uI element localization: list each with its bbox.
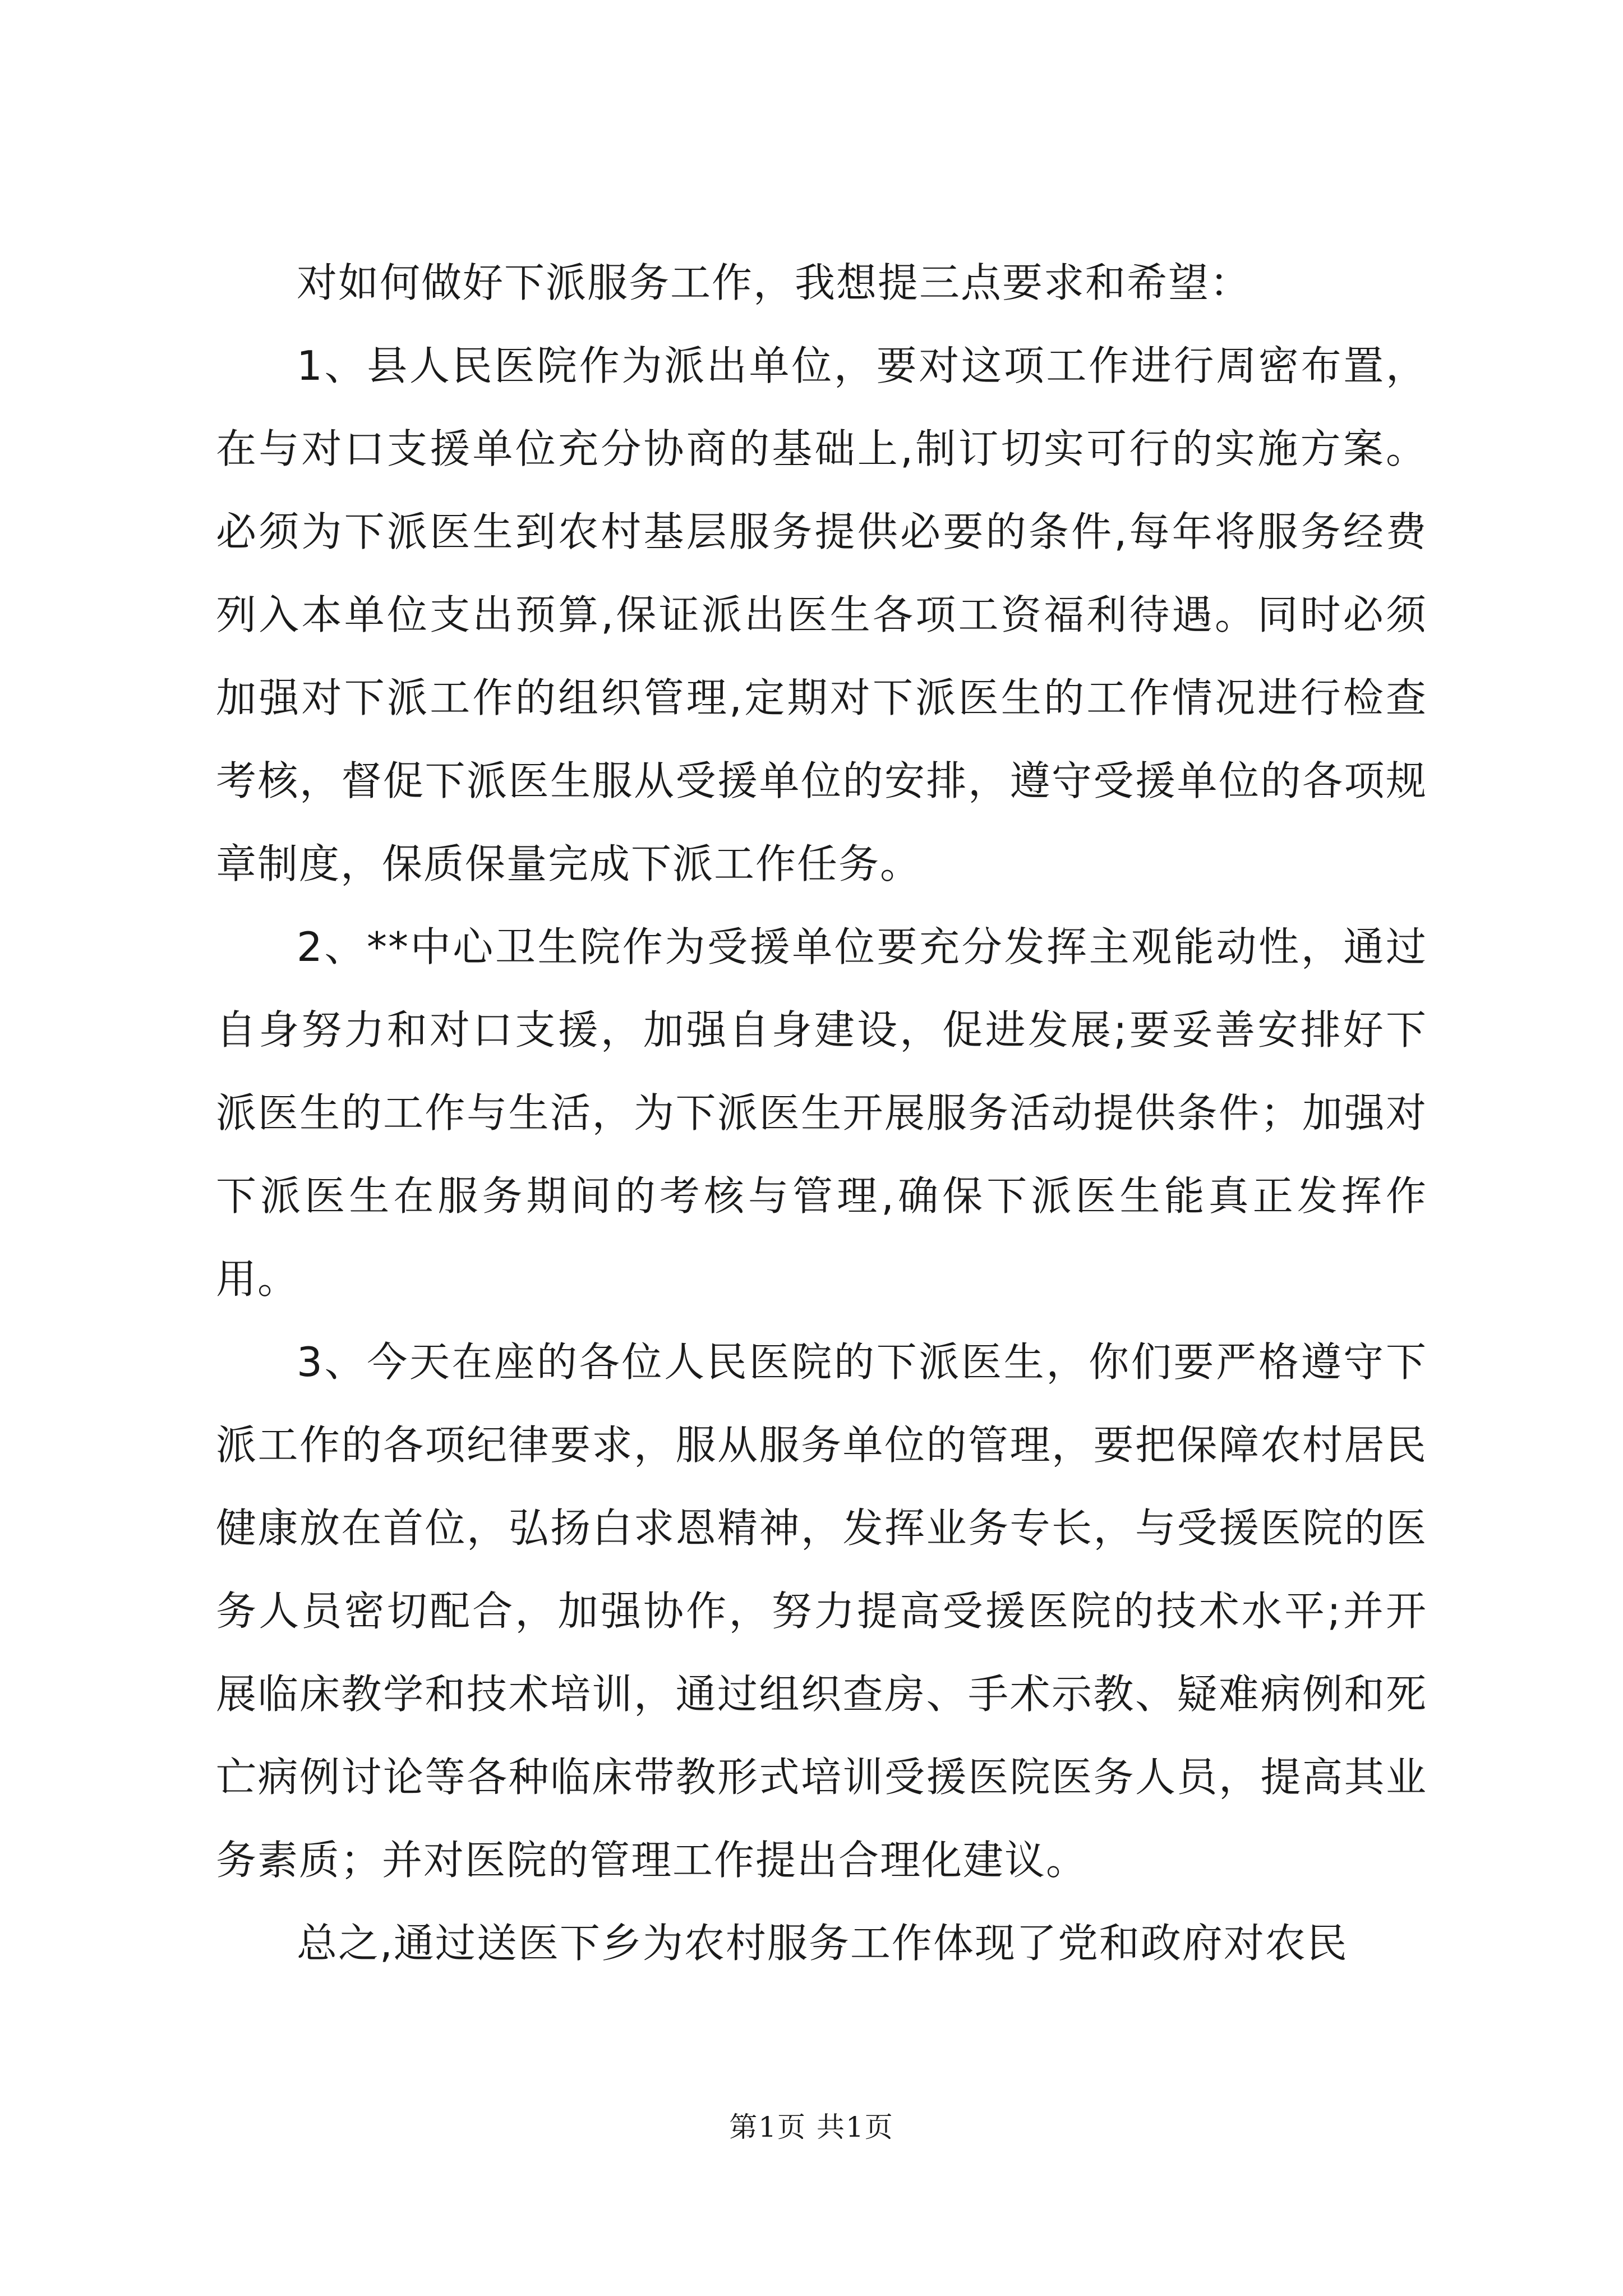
paragraph-conclusion: 总之,通过送医下乡为农村服务工作体现了党和政府对农民	[297, 1920, 1348, 1967]
paragraph-intro: 对如何做好下派服务工作，我想提三点要求和希望：	[297, 259, 1252, 306]
paragraph-item-3: 3、今天在座的各位人民医院的下派医生，你们要严格遵守下派工作的各项纪律要求，服从服务单位的管理，要把保障农村居民健康放在首位，弘扬白求恩精神，发挥业务专长，与受援医院的医务人员密切配合，加强协作，努力提高受援医院的技术水平;并开展临床教学和技术培训，通过组织查房、手术示教、疑难病例和死亡病例讨论等各种临床带教形式培训受援医院医务人员，提高其业务素质；并对医院的管理工作提出合理化建议。	[216, 1338, 1427, 1884]
page-footer	[0, 2105, 1623, 2145]
page-number-label: 第1页 共1页	[729, 2111, 894, 2143]
paragraph-item-1: 1、县人民医院作为派出单位，要对这项工作进行周密布置，在与对口支援单位充分协商的基础上,制订切实可行的实施方案。必须为下派医生到农村基层服务提供必要的条件,每年将服务经费列入本单位支出预算,保证派出医生各项工资福利待遇。同时必须加强对下派工作的组织管理,定期对下派医生的工作情况进行检查考核，督促下派医生服从受援单位的安排，遵守受援单位的各项规章制度，保质保量完成下派工作任务。	[216, 342, 1427, 887]
document-body	[216, 241, 1427, 1985]
paragraph-item-2: 2、**中心卫生院作为受援单位要充分发挥主观能动性，通过自身努力和对口支援，加强自身建设，促进发展;要妥善安排好下派医生的工作与生活，为下派医生开展服务活动提供条件；加强对下派医生在服务期间的考核与管理,确保下派医生能真正发挥作用。	[216, 923, 1427, 1303]
